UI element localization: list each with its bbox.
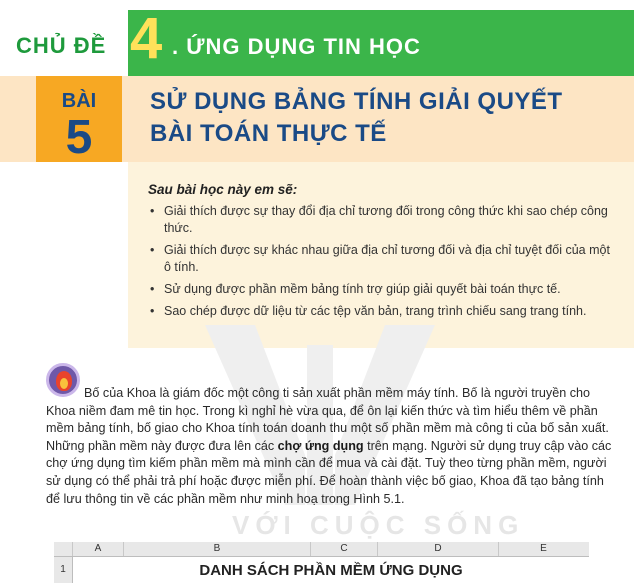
column-header-row [54, 542, 589, 557]
objective-item: • Giải thích được sự thay đổi địa chỉ tương đối trong công thức khi sao chép công thức. [148, 203, 613, 237]
watermark-text: VỚI CUỘC SỐNG [232, 510, 525, 540]
chapter-prefix: CHỦ ĐỀ [16, 33, 107, 58]
column-header: D [378, 542, 499, 556]
lesson-label: BÀI [61, 90, 97, 112]
objective-item: • Giải thích được sự khác nhau giữa địa chỉ tương đối và địa chỉ tuyệt đối của một ô tính. [148, 242, 613, 276]
story-bold-term: chợ ứng dụng [277, 438, 364, 453]
column-header: E [540, 543, 547, 554]
objective-item: • Sao chép được dữ liệu từ các tệp văn bản, trang trình chiếu sang trang tính. [148, 303, 613, 320]
lesson-title-line2: BÀI TOÁN THỰC TẾ [150, 120, 387, 147]
chapter-title: . ỨNG DỤNG TIN HỌC [172, 34, 421, 59]
objectives-intro: Sau bài học này em sẽ: [148, 182, 298, 197]
lesson-title-line1: SỬ DỤNG BẢNG TÍNH GIẢI QUYẾT [150, 88, 563, 115]
column-header: B [124, 542, 311, 556]
lesson-number: 5 [65, 111, 93, 164]
row-header: 1 [54, 557, 73, 583]
story-paragraph: Bố của Khoa là giám đốc một công ti sản xuất phần mềm máy tính. Bố là người truyền cho Khoa niềm đam mê tin học. Trong kì nghỉ hè vừa qua, để ôn lại kiến thức và tìm hiểu thêm về phần mềm bảng tính, bố giao cho Khoa tính toán doanh thu một số phần mềm mà công ti của bố sản xuất. Những phần mềm này được đưa lên các chợ ứng dụng trên mạng. Người sử dụng truy cập vào các chợ ứng dụng tìm kiếm phần mềm mà mình cần để mua và cài đặt. Tuỳ theo từng phần mềm, người sử dụng có thể phải trả phí hoặc được miễn phí. Để hoàn thành việc bố giao, Khoa đã tạo bảng tính để lưu thông tin về các phần mềm như minh hoạ trong Hình 5.1. [46, 386, 612, 506]
sheet-title: DANH SÁCH PHẦN MỀM ỨNG DỤNG [199, 562, 463, 579]
lesson-title [150, 86, 563, 150]
column-header: C [311, 542, 378, 556]
spreadsheet-figure [54, 542, 589, 583]
objective-item: • Sử dụng được phần mềm bảng tính trợ giúp giải quyết bài toán thực tế. [148, 281, 613, 298]
column-header: A [73, 542, 124, 556]
chapter-number: 4 [130, 6, 163, 71]
